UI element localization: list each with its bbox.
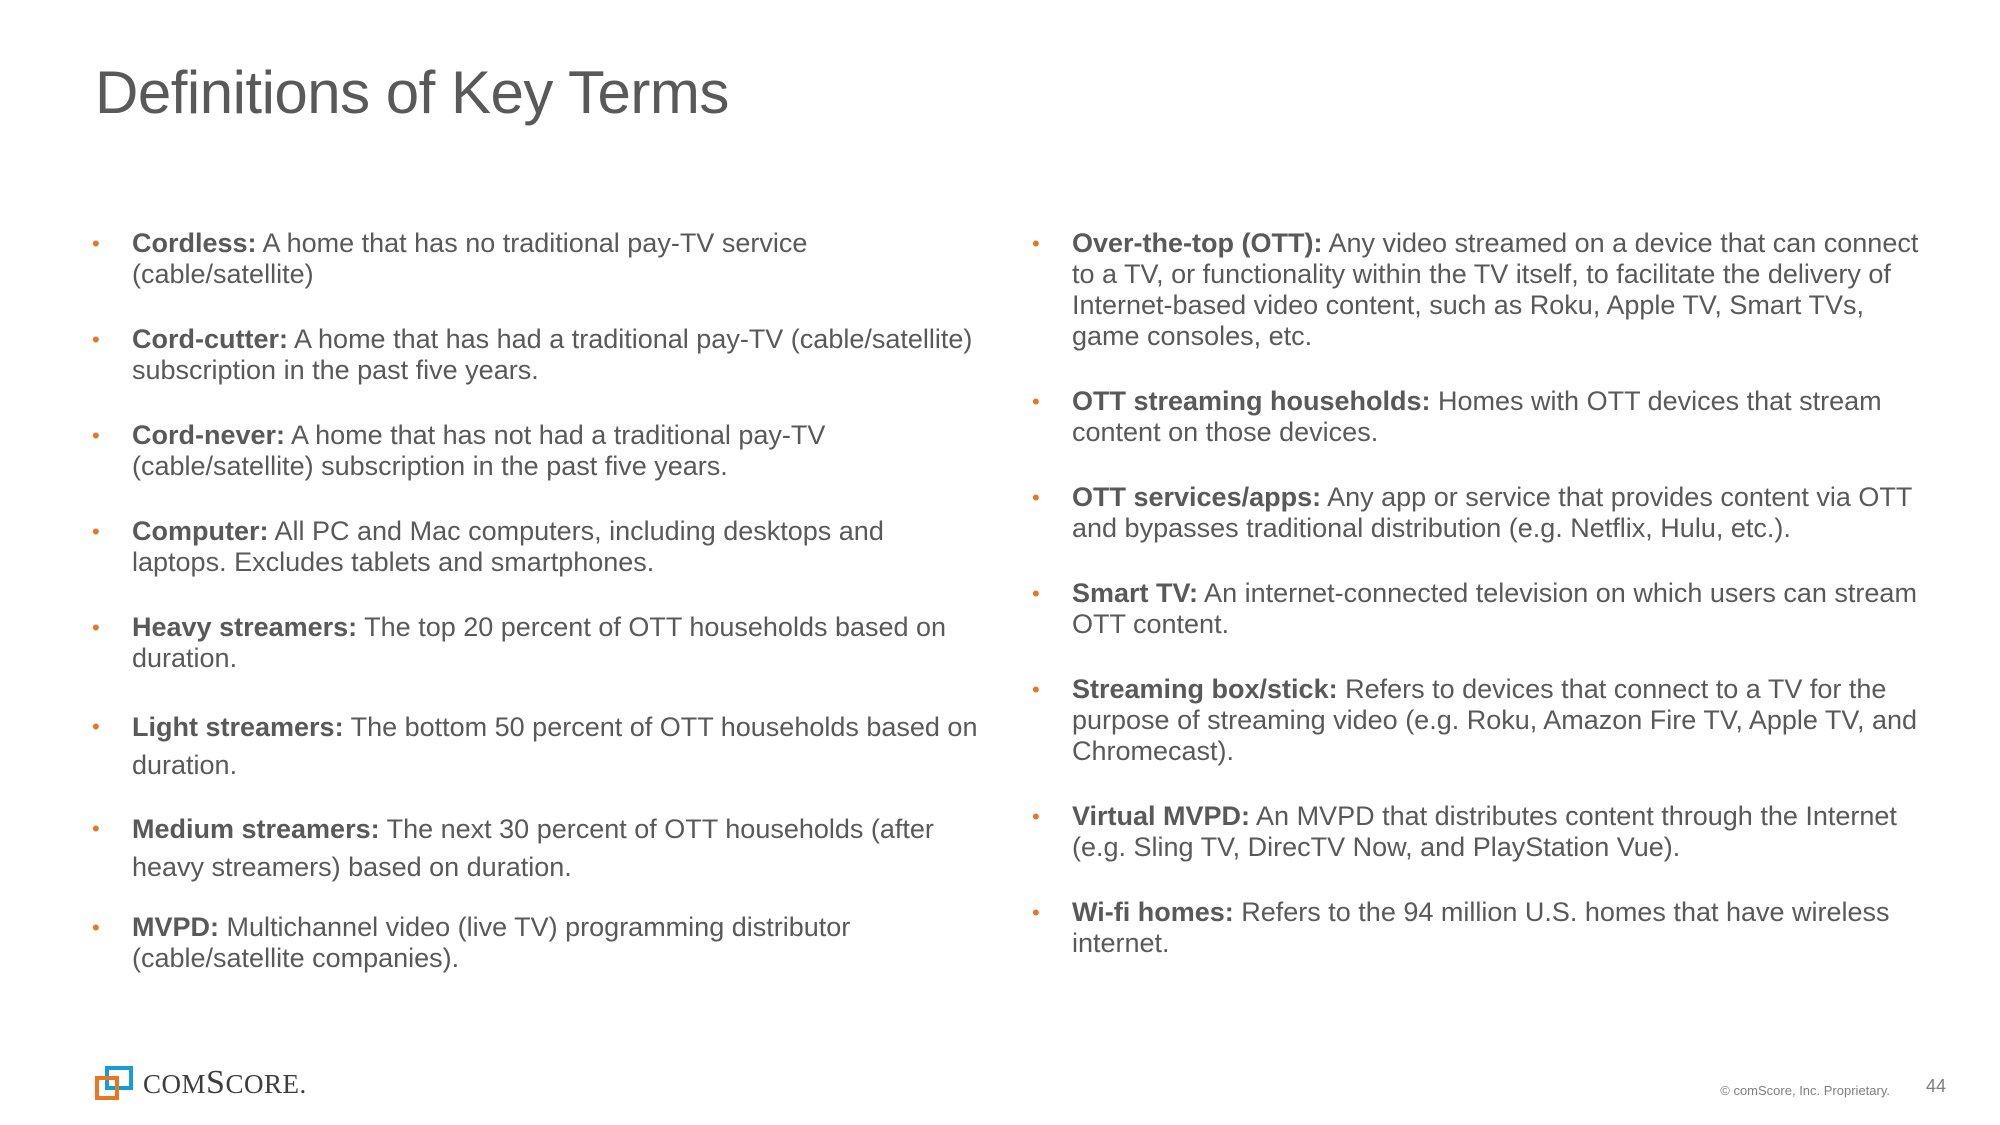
bullet-icon: • [92,231,100,256]
comscore-logo-icon [95,1066,133,1100]
term-name: Wi-fi homes: [1072,897,1234,927]
term-definition: Refers to the 94 million U.S. homes that have wireless internet. [1072,897,1890,958]
term-definition: An internet-connected television on which users can stream OTT content. [1072,578,1917,639]
bullet-icon: • [1032,231,1040,256]
term-cord-never [92,420,982,482]
term-wifi-homes [1032,897,1932,959]
term-cord-cutter [92,324,982,386]
term-ott-streaming-households [1032,386,1932,448]
term-ott-services-apps [1032,482,1932,544]
term-definition: Refers to devices that connect to a TV for the purpose of streaming video (e.g. Roku, Amazon Fire TV, Apple TV, and Chromecast). [1072,674,1918,766]
term-definition: Any app or service that provides content via OTT and bypasses traditional distribution (e.g. Netflix, Hulu, etc.). [1072,482,1912,543]
term-name: OTT streaming households: [1072,386,1431,416]
term-name: MVPD: [132,912,219,942]
bullet-icon: • [92,519,100,544]
term-definition: A home that has had a traditional pay-TV (cable/satellite) subscription in the past five years. [132,324,973,385]
term-name: Computer: [132,516,269,546]
page-number: 44 [1925,1076,1946,1096]
term-ott [1032,228,1932,352]
term-name: Medium streamers: [132,814,380,844]
bullet-icon: • [92,915,100,940]
bullet-icon: • [92,714,100,739]
bullet-icon: • [92,327,100,352]
term-definition: The bottom 50 percent of OTT households based on duration. [132,712,978,780]
term-definition: A home that has no traditional pay-TV service (cable/satellite) [132,228,808,289]
bullet-icon: • [92,816,100,841]
term-name: Heavy streamers: [132,612,358,642]
bullet-icon: • [1032,804,1040,829]
bullet-icon: • [1032,485,1040,510]
term-definition: An MVPD that distributes content through the Internet (e.g. Sling TV, DirecTV Now, and PlayStation Vue). [1072,801,1897,862]
term-definition: Homes with OTT devices that stream content on those devices. [1072,386,1882,447]
term-computer [92,516,982,578]
term-name: Over-the-top (OTT): [1072,228,1323,258]
bullet-icon: • [92,615,100,640]
term-name: Streaming box/stick: [1072,674,1338,704]
term-name: Cordless: [132,228,257,258]
term-medium-streamers [92,810,982,886]
bullet-icon: • [1032,389,1040,414]
comscore-logo [95,1063,307,1103]
bullet-icon: • [1032,677,1040,702]
left-definitions-list [92,228,982,1008]
term-light-streamers [92,708,982,784]
term-definition: Any video streamed on a device that can connect to a TV, or functionality within the TV itself, to facilitate the delivery of Internet-based video content, such as Roku, Apple TV, Smart TVs, game consoles, etc. [1072,228,1919,351]
term-definition: The top 20 percent of OTT households based on duration. [132,612,947,673]
term-streaming-box-stick [1032,674,1932,767]
term-name: Virtual MVPD: [1072,801,1251,831]
term-cordless [92,228,982,290]
bullet-icon: • [1032,900,1040,925]
term-smart-tv [1032,578,1932,640]
term-name: Cord-cutter: [132,324,288,354]
term-virtual-mvpd [1032,801,1932,863]
term-mvpd [92,912,982,974]
term-definition: Multichannel video (live TV) programming distributor (cable/satellite companies). [132,912,851,973]
term-heavy-streamers [92,612,982,674]
term-definition: All PC and Mac computers, including desktops and laptops. Excludes tablets and smartphones. [132,516,884,577]
term-name: Light streamers: [132,712,344,742]
term-name: Smart TV: [1072,578,1199,608]
term-definition: The next 30 percent of OTT households (after heavy streamers) based on duration. [132,814,934,882]
right-definitions-list [1032,228,1932,993]
bullet-icon: • [1032,581,1040,606]
copyright-notice: © comScore, Inc. Proprietary. [1720,1083,1890,1098]
bullet-icon: • [92,423,100,448]
term-definition: A home that has not had a traditional pay-TV (cable/satellite) subscription in the past five years. [132,420,826,481]
logo-wordmark: COMSCORE. [143,1064,307,1101]
slide-title: Definitions of Key Terms [95,59,729,126]
term-name: Cord-never: [132,420,286,450]
term-name: OTT services/apps: [1072,482,1322,512]
